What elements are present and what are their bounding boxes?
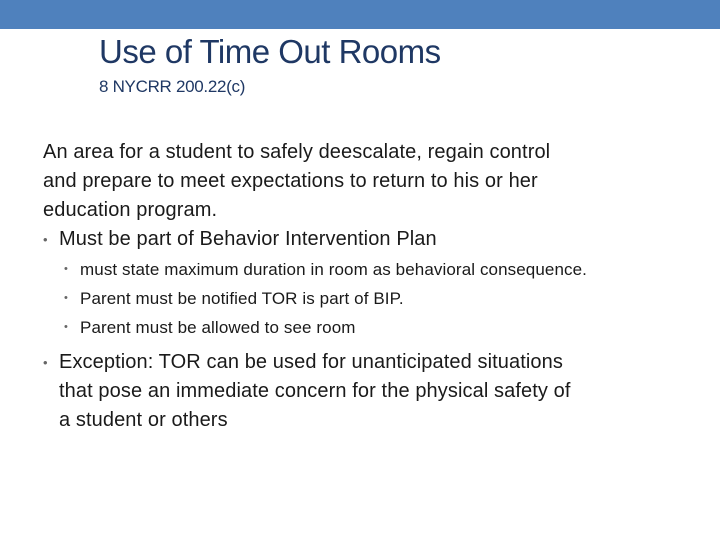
- intro-line-3: education program.: [43, 199, 218, 221]
- sub-bullet-icon: •: [64, 263, 68, 275]
- sub-bullet-icon: •: [64, 292, 68, 304]
- intro-line-1: An area for a student to safely deescalate, regain control: [43, 141, 551, 163]
- sub-bullet-text: must state maximum duration in room as behavioral consequence.: [80, 260, 588, 279]
- intro-paragraph: [43, 138, 683, 225]
- sub-bullet-list: [43, 255, 683, 342]
- header-accent-bar: [0, 0, 720, 29]
- sub-bullet-parent-notified: [43, 284, 683, 313]
- bullet-icon: •: [43, 232, 48, 247]
- bullet-behavior-plan: [43, 225, 683, 254]
- bullet-text: Must be part of Behavior Intervention Plan: [59, 228, 437, 250]
- bullet-exception: [43, 348, 683, 435]
- slide-subtitle: 8 NYCRR 200.22(c): [99, 77, 246, 96]
- exception-line-3: a student or others: [59, 409, 228, 431]
- sub-bullet-duration: [43, 255, 683, 284]
- sub-bullet-text: Parent must be allowed to see room: [80, 318, 356, 337]
- sub-bullet-icon: •: [64, 321, 68, 333]
- bullet-icon: •: [43, 355, 48, 370]
- sub-bullet-parent-see-room: [43, 313, 683, 342]
- slide-title: Use of Time Out Rooms: [99, 33, 441, 70]
- exception-line-2: that pose an immediate concern for the physical safety of: [59, 380, 571, 402]
- sub-bullet-text: Parent must be notified TOR is part of BIP.: [80, 289, 404, 308]
- exception-line-1: Exception: TOR can be used for unanticipated situations: [59, 351, 563, 373]
- slide-body: [43, 138, 683, 435]
- intro-line-2: and prepare to meet expectations to return to his or her: [43, 170, 538, 192]
